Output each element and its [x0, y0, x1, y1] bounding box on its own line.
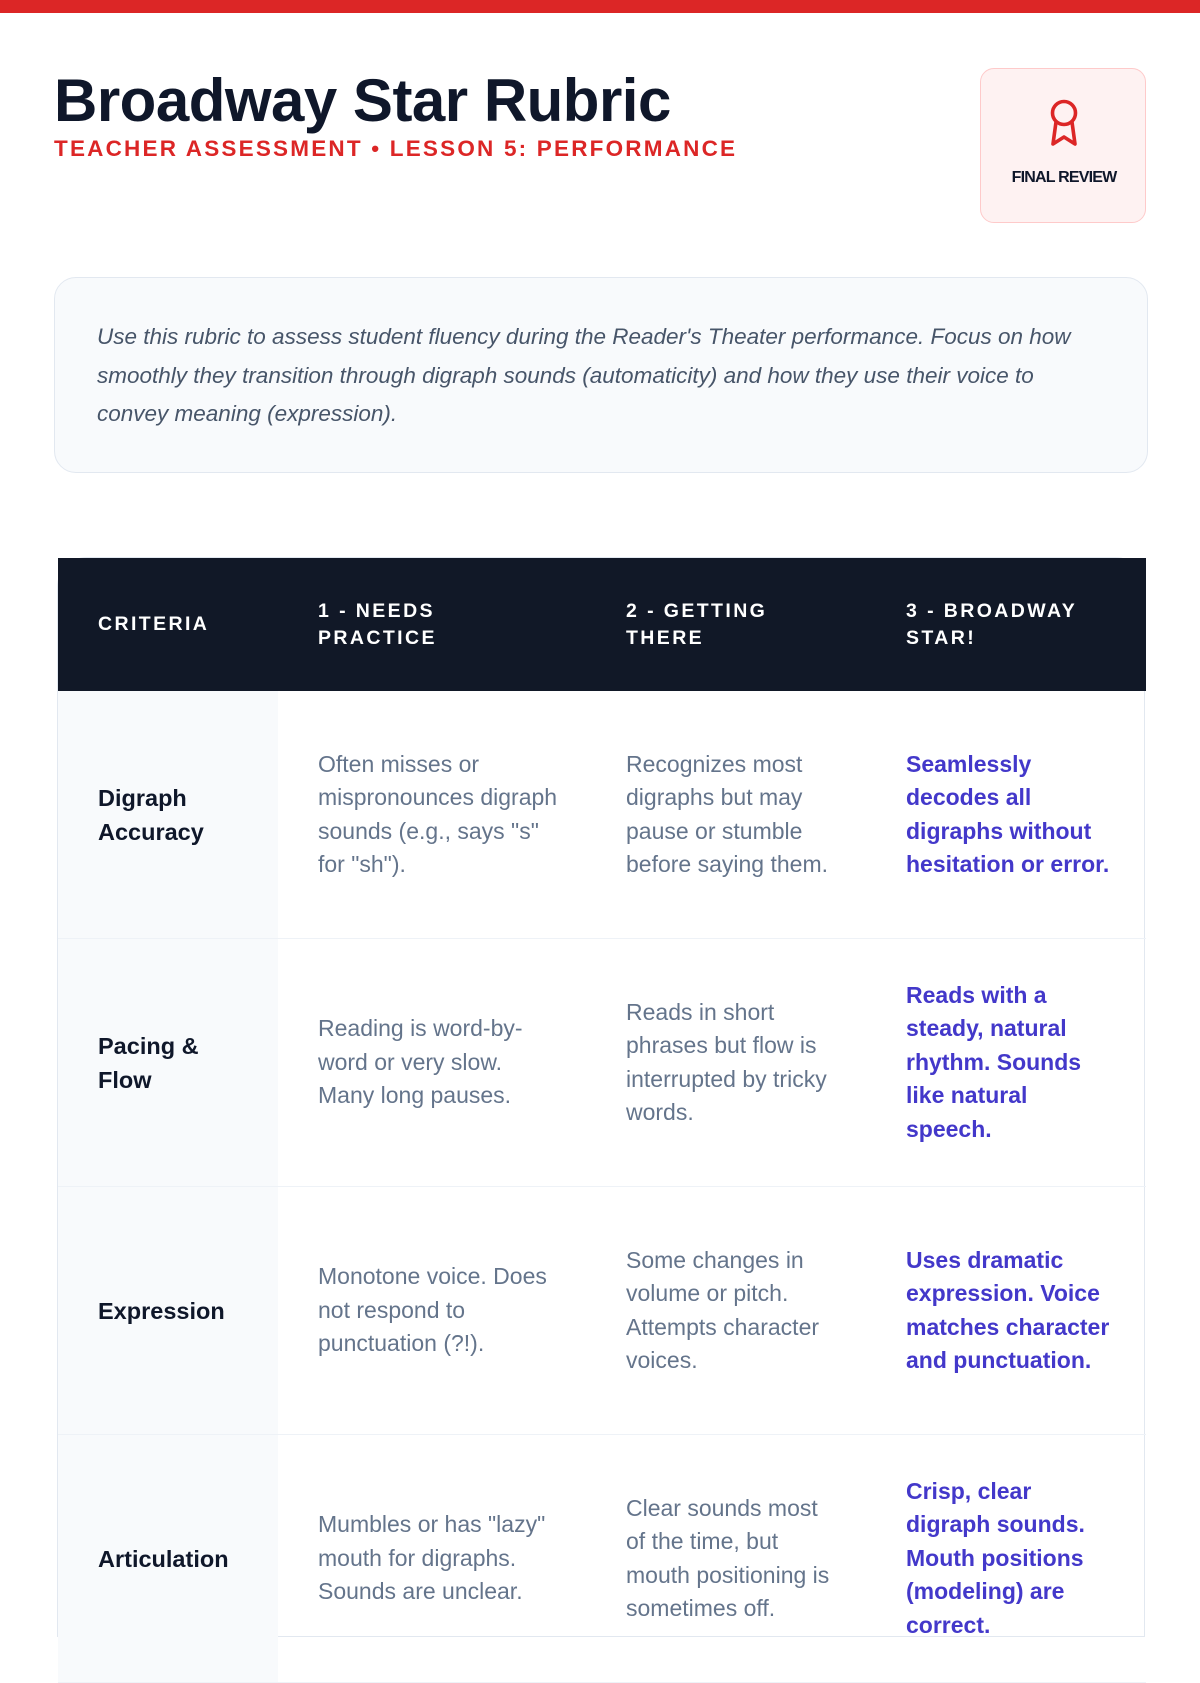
column-header-getting-there: 2 - GETTING THERE — [626, 599, 768, 649]
broadway-star-cell: Uses dramatic expression. Voice matches character and punctuation. — [906, 1246, 1110, 1373]
table-row — [58, 1187, 1146, 1435]
getting-there-cell: Reads in short phrases but flow is interrupted by tricky words. — [626, 998, 827, 1125]
getting-there-cell: Clear sounds most of the time, but mouth positioning is sometimes off. — [626, 1494, 830, 1621]
award-ribbon-icon — [1044, 97, 1084, 149]
page-title: Broadway Star Rubric — [54, 67, 671, 134]
instructions-box — [54, 277, 1148, 473]
criteria-cell: Articulation — [58, 1435, 278, 1682]
final-review-badge — [980, 68, 1146, 223]
column-header-needs-practice: 1 - NEEDS PRACTICE — [318, 599, 437, 649]
badge-label: FINAL REVIEW — [1011, 169, 1117, 186]
needs-practice-cell: Reading is word-by-word or very slow. Many long pauses. — [318, 1015, 523, 1109]
table-row — [58, 691, 1146, 939]
column-header-criteria: CRITERIA — [98, 613, 210, 635]
table-row — [58, 1435, 1146, 1683]
page-subtitle: TEACHER ASSESSMENT • LESSON 5: PERFORMANCE — [54, 136, 738, 161]
getting-there-cell: Recognizes most digraphs but may pause or stumble before saying them. — [626, 750, 829, 877]
column-header-broadway-star: 3 - BROADWAY STAR! — [906, 599, 1077, 649]
instructions-text: Use this rubric to assess student fluency during the Reader's Theater performance. Focus on how smoothly they transition through digraph sounds (automaticity) and how they use their voice to convey meaning (expression). — [97, 324, 1071, 426]
broadway-star-cell: Seamlessly decodes all digraphs without hesitation or error. — [906, 750, 1110, 877]
rubric-table — [57, 557, 1145, 1637]
criteria-cell: Expression — [58, 1187, 278, 1434]
table-header — [58, 558, 1146, 691]
needs-practice-cell: Often misses or mispronounces digraph sounds (e.g., says "s" for "sh"). — [318, 750, 558, 877]
needs-practice-cell: Mumbles or has "lazy" mouth for digraphs. Sounds are unclear. — [318, 1511, 546, 1605]
broadway-star-cell: Crisp, clear digraph sounds. Mouth positions (modeling) are correct. — [906, 1477, 1085, 1638]
getting-there-cell: Some changes in volume or pitch. Attempts character voices. — [626, 1246, 820, 1373]
table-row — [58, 939, 1146, 1187]
top-accent-bar — [0, 0, 1200, 13]
broadway-star-cell: Reads with a steady, natural rhythm. Sounds like natural speech. — [906, 981, 1082, 1142]
criteria-cell: Digraph Accuracy — [58, 691, 278, 938]
criteria-cell: Pacing & Flow — [58, 939, 278, 1186]
needs-practice-cell: Monotone voice. Does not respond to punctuation (?!). — [318, 1263, 547, 1357]
